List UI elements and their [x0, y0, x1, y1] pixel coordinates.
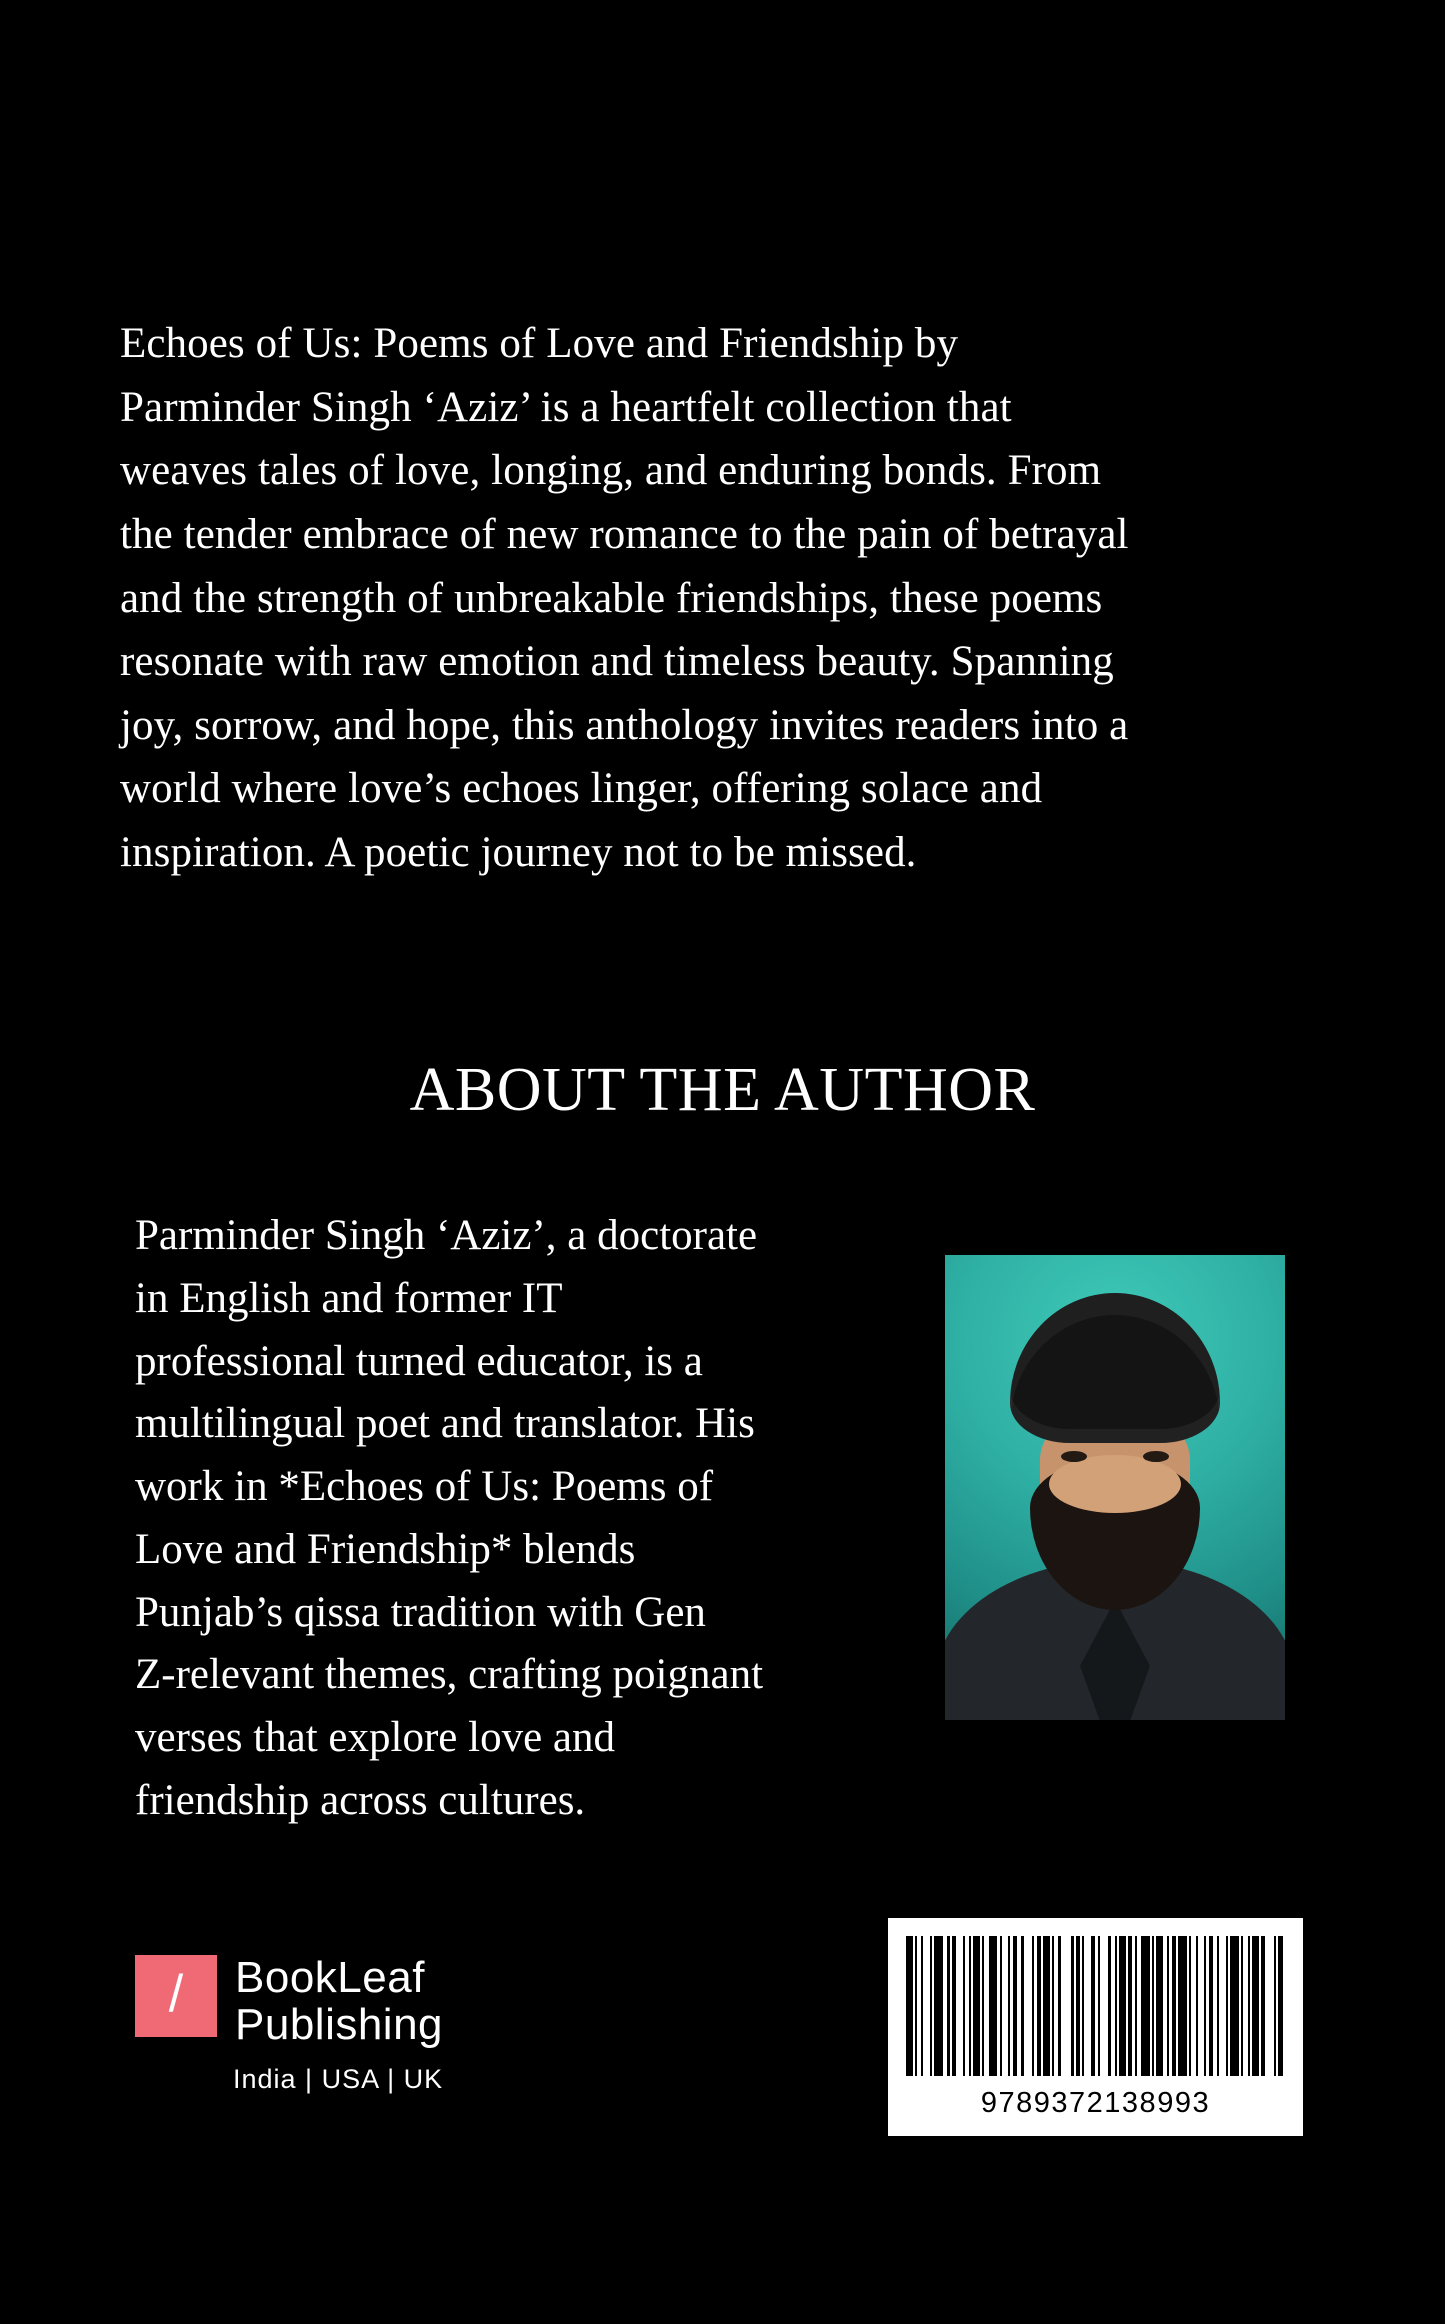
portrait-cheeks [1049, 1455, 1181, 1513]
author-bio-line: Punjab’s qissa tradition with Gen [135, 1588, 706, 1636]
barcode-bar [1265, 1936, 1274, 2076]
blurb-line: world where love’s echoes linger, offering solace and [120, 765, 1043, 813]
blurb-line: Echoes of Us: Poems of Love and Friendship by [120, 320, 959, 367]
blurb-line: the tender embrace of new romance to the pain of betrayal [120, 510, 1129, 558]
blurb-line: inspiration. A poetic journey not to be missed. [120, 829, 917, 876]
blurb-line: and the strength of unbreakable friendships, these poems [120, 574, 1103, 622]
barcode-bar [1024, 1936, 1033, 2076]
barcode-bar [1230, 1936, 1239, 2076]
blurb-line: weaves tales of love, longing, and enduring bonds. From [120, 447, 1102, 495]
barcode-bar [1100, 1936, 1109, 2076]
slash-logo-icon [135, 1955, 217, 2037]
isbn-barcode [888, 1918, 1303, 2136]
publisher-logo [135, 1955, 565, 2095]
blurb-line: joy, sorrow, and hope, this anthology invites readers into a [120, 701, 1129, 749]
barcode-bar [1141, 1936, 1150, 2076]
author-bio-line: Z-relevant themes, crafting poignant [135, 1651, 764, 1699]
barcode-bar [934, 1936, 943, 2076]
barcode-bar [1283, 1936, 1285, 2076]
isbn-number: 9789372138993 [980, 2087, 1211, 2119]
author-bio-line: in English and former IT [135, 1274, 563, 1322]
author-section [135, 1205, 1295, 1833]
publisher-name-line1: BookLeaf [235, 1953, 425, 2002]
author-bio-line: work in *Echoes of Us: Poems of [135, 1463, 714, 1511]
publisher-name [235, 1955, 443, 2048]
author-portrait-photo [945, 1255, 1285, 1720]
portrait-eyes [1055, 1451, 1175, 1463]
portrait-turban [1010, 1293, 1220, 1443]
publisher-regions: India | USA | UK [233, 2064, 444, 2095]
barcode-bar [1061, 1936, 1072, 2076]
barcode-bars [906, 1936, 1285, 2076]
author-bio-line: professional turned educator, is a [135, 1337, 703, 1385]
book-blurb [120, 312, 1313, 885]
author-bio-line: friendship across cultures. [135, 1776, 586, 1824]
barcode-bar [989, 1936, 998, 2076]
blurb-line: resonate with raw emotion and timeless beauty. Spanning [120, 638, 1114, 686]
author-bio-line: multilingual poet and translator. His [135, 1400, 755, 1448]
author-bio-line: verses that explore love and [135, 1714, 615, 1762]
barcode-bar [1178, 1936, 1187, 2076]
slash-glyph: / [168, 1965, 184, 2023]
author-bio-line: Parminder Singh ‘Aziz’, a doctorate [135, 1212, 758, 1259]
author-bio-line: Love and Friendship* blends [135, 1525, 636, 1573]
about-the-author-heading: ABOUT THE AUTHOR [409, 1056, 1036, 1124]
publisher-name-line2: Publishing [235, 1999, 444, 2049]
blurb-line: Parminder Singh ‘Aziz’ is a heartfelt collection that [120, 383, 1012, 431]
